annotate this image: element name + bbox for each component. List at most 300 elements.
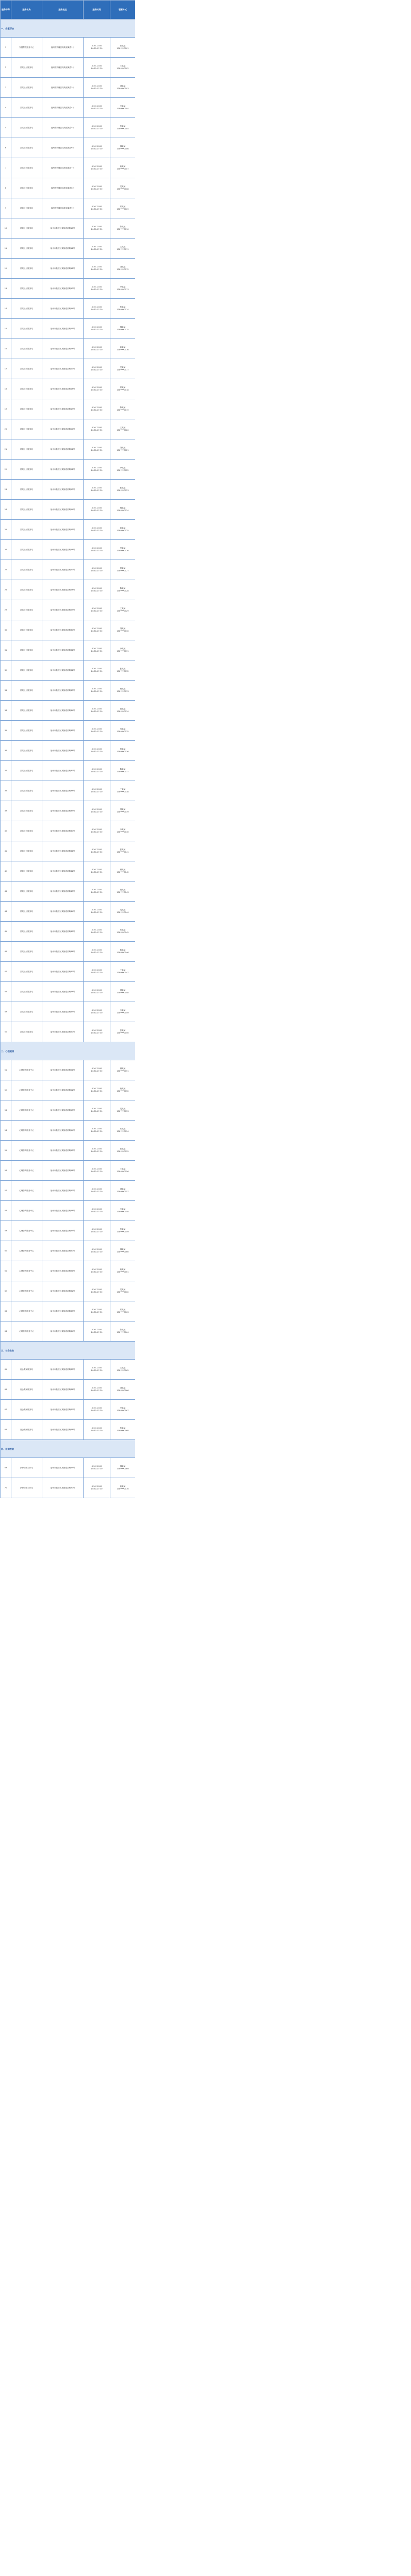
cell-address: 福州市鼓楼区某街道某路40号: [42, 821, 84, 841]
cell-org: 某某社区服务站: [11, 439, 42, 460]
table-row: [1, 620, 136, 640]
cell-no: 12: [1, 259, 11, 279]
table-row: [1, 660, 136, 681]
cell-address: 福州市鼓楼区某街道某路23号: [42, 480, 84, 500]
cell-address: 福州市鼓楼区某街道某路3号: [42, 78, 84, 98]
cell-time: 8:30-12:00 14:30-17:30: [84, 560, 110, 580]
cell-time: 8:30-12:00 14:30-17:30: [84, 1002, 110, 1022]
cell-time: 8:30-12:00 14:30-17:30: [84, 359, 110, 379]
cell-address: 福州市鼓楼区某街道某路63号: [42, 1301, 84, 1321]
cell-address: 福州市鼓楼区某街道某路46号: [42, 942, 84, 962]
cell-org: 社会救助服务站: [11, 1400, 42, 1420]
cell-contact: 郑某某 138****0109: [110, 198, 136, 218]
cell-contact: 王某某 138****0102: [110, 58, 136, 78]
cell-org: 法律援助工作站: [11, 1458, 42, 1478]
cell-contact: 陈某某 138****0110: [110, 218, 136, 239]
cell-address: 福州市鼓楼区某街道某路68号: [42, 1420, 84, 1440]
table-row: [1, 259, 136, 279]
cell-address: 福州市鼓楼区某街道某路50号: [42, 1022, 84, 1042]
cell-no: 22: [1, 460, 11, 480]
cell-address: 福州市鼓楼区某街道某路24号: [42, 500, 84, 520]
cell-time: 8:30-12:00 14:30-17:30: [84, 239, 110, 259]
cell-no: 68: [1, 1420, 11, 1440]
cell-address: 福州市鼓楼区某街道某路2号: [42, 58, 84, 78]
cell-time: 8:30-12:00 14:30-17:30: [84, 600, 110, 620]
cell-org: 某某社区服务站: [11, 681, 42, 701]
cell-address: 福州市鼓楼区某街道某路44号: [42, 902, 84, 922]
cell-no: 60: [1, 1241, 11, 1261]
table-row: [1, 500, 136, 520]
cell-time: 8:30-12:00 14:30-17:30: [84, 399, 110, 419]
cell-no: 8: [1, 178, 11, 198]
table-row: [1, 882, 136, 902]
cell-address: 福州市鼓楼区某街道某路9号: [42, 198, 84, 218]
cell-org: 某某社区服务站: [11, 1022, 42, 1042]
cell-org: 心理咨询服务中心: [11, 1261, 42, 1281]
cell-time: 8:30-12:00 14:30-17:30: [84, 439, 110, 460]
cell-address: 福州市鼓楼区某街道某路51号: [42, 1060, 84, 1080]
cell-contact: 吴某某 138****0135: [110, 721, 136, 741]
cell-no: 69: [1, 1458, 11, 1478]
cell-no: 61: [1, 1261, 11, 1281]
cell-time: 8:30-12:00 14:30-17:30: [84, 319, 110, 339]
cell-time: 8:30-12:00 14:30-17:30: [84, 1281, 110, 1301]
table-row: [1, 1060, 136, 1080]
cell-time: 8:30-12:00 14:30-17:30: [84, 339, 110, 359]
cell-address: 福州市鼓楼区某街道某路4号: [42, 98, 84, 118]
cell-no: 21: [1, 439, 11, 460]
cell-no: 34: [1, 701, 11, 721]
cell-org: 某某社区服务站: [11, 58, 42, 78]
cell-no: 13: [1, 279, 11, 299]
cell-contact: 黄某某 138****0161: [110, 1261, 136, 1281]
cell-contact: 张某某 138****0123: [110, 480, 136, 500]
cell-contact: 林某某 138****0151: [110, 1060, 136, 1080]
cell-time: 8:30-12:00 14:30-17:30: [84, 158, 110, 178]
table-row: [1, 1002, 136, 1022]
cell-org: 心理咨询服务中心: [11, 1100, 42, 1121]
cell-no: 54: [1, 1121, 11, 1141]
cell-no: 44: [1, 902, 11, 922]
cell-contact: 刘某某 138****0148: [110, 982, 136, 1002]
cell-contact: 李某某 138****0149: [110, 1002, 136, 1022]
cell-org: 心理咨询服务中心: [11, 1301, 42, 1321]
cell-no: 17: [1, 359, 11, 379]
cell-contact: 李某某 138****0140: [110, 821, 136, 841]
cell-org: 社会救助服务站: [11, 1360, 42, 1380]
cell-address: 福州市鼓楼区某街道某路38号: [42, 781, 84, 801]
table-row: [1, 701, 136, 721]
table-row: [1, 1478, 136, 1498]
cell-org: 心理咨询服务中心: [11, 1241, 42, 1261]
cell-contact: 林某某 138****0115: [110, 319, 136, 339]
cell-time: 8:30-12:00 14:30-17:30: [84, 620, 110, 640]
cell-address: 福州市鼓楼区某街道某路35号: [42, 721, 84, 741]
cell-address: 福州市鼓楼区某街道某路5号: [42, 118, 84, 138]
cell-address: 福州市鼓楼区某街道某路26号: [42, 540, 84, 560]
table-row: [1, 178, 136, 198]
section-index: 四: [1, 1447, 4, 1450]
cell-contact: 吴某某 138****0126: [110, 540, 136, 560]
cell-time: 8:30-12:00 14:30-17:30: [84, 681, 110, 701]
cell-no: 27: [1, 560, 11, 580]
cell-time: 8:30-12:00 14:30-17:30: [84, 1221, 110, 1241]
cell-time: 8:30-12:00 14:30-17:30: [84, 118, 110, 138]
cell-no: 53: [1, 1100, 11, 1121]
cell-contact: 吴某某 138****0153: [110, 1100, 136, 1121]
cell-address: 福州市鼓楼区某街道某路10号: [42, 218, 84, 239]
cell-time: 8:30-12:00 14:30-17:30: [84, 1181, 110, 1201]
section-title: 二、心理健康: [1, 1042, 136, 1060]
cell-time: 8:30-12:00 14:30-17:30: [84, 801, 110, 821]
cell-org: 某某社区服务站: [11, 178, 42, 198]
cell-contact: 黄某某 138****0170: [110, 1478, 136, 1498]
table-row: [1, 158, 136, 178]
cell-no: 50: [1, 1022, 11, 1042]
header-no: 服务序号: [1, 1, 11, 20]
cell-address: 福州市鼓楼区某街道某路56号: [42, 1161, 84, 1181]
cell-org: 心理咨询服务中心: [11, 1321, 42, 1342]
table-body: [1, 20, 136, 1498]
cell-no: 1: [1, 38, 11, 58]
cell-no: 65: [1, 1360, 11, 1380]
cell-org: 某某社区服务站: [11, 922, 42, 942]
cell-address: 福州市鼓楼区某街道某路52号: [42, 1080, 84, 1100]
cell-contact: 李某某 138****0122: [110, 460, 136, 480]
cell-org: 某某社区服务站: [11, 359, 42, 379]
cell-time: 8:30-12:00 14:30-17:30: [84, 1121, 110, 1141]
cell-no: 29: [1, 600, 11, 620]
cell-org: 某某社区服务站: [11, 741, 42, 761]
cell-time: 8:30-12:00 14:30-17:30: [84, 882, 110, 902]
cell-no: 64: [1, 1321, 11, 1342]
cell-org: 某某社区服务站: [11, 520, 42, 540]
cell-address: 福州市鼓楼区某街道某路34号: [42, 701, 84, 721]
cell-time: 8:30-12:00 14:30-17:30: [84, 1141, 110, 1161]
cell-no: 9: [1, 198, 11, 218]
cell-no: 16: [1, 339, 11, 359]
cell-org: 社会救助服务站: [11, 1380, 42, 1400]
cell-time: 8:30-12:00 14:30-17:30: [84, 721, 110, 741]
cell-contact: 张某某 138****0141: [110, 841, 136, 861]
cell-no: 59: [1, 1221, 11, 1241]
table-row: [1, 1022, 136, 1042]
cell-no: 42: [1, 861, 11, 882]
table-row: [1, 1080, 136, 1100]
cell-org: 某某社区服务站: [11, 962, 42, 982]
cell-org: 某某社区服务站: [11, 721, 42, 741]
cell-contact: 林某某 138****0106: [110, 138, 136, 158]
cell-org: 某某社区服务站: [11, 419, 42, 439]
cell-time: 8:30-12:00 14:30-17:30: [84, 781, 110, 801]
cell-org: 某某社区服务站: [11, 821, 42, 841]
cell-org: 某某社区服务站: [11, 78, 42, 98]
table-row: [1, 841, 136, 861]
cell-no: 47: [1, 962, 11, 982]
cell-org: 某某社区服务站: [11, 801, 42, 821]
cell-contact: 陈某某 138****0101: [110, 38, 136, 58]
cell-time: 8:30-12:00 14:30-17:30: [84, 1080, 110, 1100]
cell-contact: 张某某 138****0150: [110, 1022, 136, 1042]
cell-contact: 王某某 138****0156: [110, 1161, 136, 1181]
cell-no: 62: [1, 1281, 11, 1301]
cell-no: 57: [1, 1181, 11, 1201]
table-row: [1, 741, 136, 761]
cell-time: 8:30-12:00 14:30-17:30: [84, 1100, 110, 1121]
cell-no: 39: [1, 801, 11, 821]
cell-no: 38: [1, 781, 11, 801]
cell-org: 法律援助工作站: [11, 1478, 42, 1498]
table-row: [1, 1121, 136, 1141]
cell-contact: 陈某某 138****0164: [110, 1321, 136, 1342]
cell-address: 福州市鼓楼区某街道某路28号: [42, 580, 84, 600]
cell-org: 某某社区服务站: [11, 761, 42, 781]
cell-address: 福州市鼓楼区某街道某路66号: [42, 1380, 84, 1400]
cell-no: 52: [1, 1080, 11, 1100]
section-title: 一、安置帮扶: [1, 20, 136, 38]
cell-no: 49: [1, 1002, 11, 1022]
cell-contact: 林某某 138****0160: [110, 1241, 136, 1261]
cell-contact: 刘某某 138****0112: [110, 259, 136, 279]
cell-contact: 郑某某 138****0127: [110, 560, 136, 580]
cell-address: 福州市鼓楼区某街道某路47号: [42, 962, 84, 982]
cell-contact: 吴某某 138****0144: [110, 902, 136, 922]
cell-address: 福州市鼓楼区某街道某路37号: [42, 761, 84, 781]
cell-address: 福州市鼓楼区某街道某路18号: [42, 379, 84, 399]
section-index: 一: [1, 27, 4, 30]
cell-address: 福州市鼓楼区某街道某路43号: [42, 882, 84, 902]
cell-org: 某某社区服务站: [11, 299, 42, 319]
cell-time: 8:30-12:00 14:30-17:30: [84, 942, 110, 962]
cell-no: 28: [1, 580, 11, 600]
cell-address: 福州市鼓楼区某街道某路61号: [42, 1261, 84, 1281]
cell-contact: 王某某 138****0120: [110, 419, 136, 439]
cell-time: 8:30-12:00 14:30-17:30: [84, 78, 110, 98]
table-row: [1, 982, 136, 1002]
table-row: [1, 640, 136, 660]
table-row: [1, 580, 136, 600]
cell-no: 20: [1, 419, 11, 439]
header-time: 服务时间: [84, 1, 110, 20]
cell-no: 15: [1, 319, 11, 339]
cell-no: 24: [1, 500, 11, 520]
cell-contact: 刘某某 138****0121: [110, 439, 136, 460]
cell-time: 8:30-12:00 14:30-17:30: [84, 962, 110, 982]
cell-org: 某某社区服务站: [11, 98, 42, 118]
cell-address: 福州市鼓楼区某街道某路1号: [42, 38, 84, 58]
cell-address: 福州市鼓楼区某街道某路55号: [42, 1141, 84, 1161]
cell-address: 福州市鼓楼区某街道某路29号: [42, 600, 84, 620]
cell-contact: 王某某 138****0147: [110, 962, 136, 982]
cell-contact: 郑某某 138****0145: [110, 922, 136, 942]
cell-time: 8:30-12:00 14:30-17:30: [84, 1022, 110, 1042]
cell-contact: 吴某某 138****0108: [110, 178, 136, 198]
cell-org: 某某社区服务站: [11, 942, 42, 962]
cell-time: 8:30-12:00 14:30-17:30: [84, 540, 110, 560]
table-row: [1, 761, 136, 781]
cell-no: 36: [1, 741, 11, 761]
cell-contact: 王某某 138****0129: [110, 600, 136, 620]
cell-no: 2: [1, 58, 11, 78]
header-org: 服务机构: [11, 1, 42, 20]
cell-time: 8:30-12:00 14:30-17:30: [84, 1420, 110, 1440]
table-row: [1, 1321, 136, 1342]
table-row: [1, 1241, 136, 1261]
cell-time: 8:30-12:00 14:30-17:30: [84, 500, 110, 520]
cell-time: 8:30-12:00 14:30-17:30: [84, 259, 110, 279]
cell-org: 某某社区服务站: [11, 861, 42, 882]
cell-org: 某某社区服务站: [11, 580, 42, 600]
cell-address: 福州市鼓楼区某街道某路15号: [42, 319, 84, 339]
cell-time: 8:30-12:00 14:30-17:30: [84, 1301, 110, 1321]
section-title-text: 安置帮扶: [5, 27, 14, 30]
cell-no: 43: [1, 882, 11, 902]
cell-no: 35: [1, 721, 11, 741]
section-title: 三、社会救助: [1, 1342, 136, 1360]
cell-time: 8:30-12:00 14:30-17:30: [84, 218, 110, 239]
cell-org: 某某社区服务站: [11, 399, 42, 419]
cell-contact: 陈某某 138****0137: [110, 761, 136, 781]
section-title-text: 法律援助: [5, 1447, 14, 1450]
cell-address: 福州市鼓楼区某街道某路64号: [42, 1321, 84, 1342]
cell-org: 安置帮教服务中心: [11, 38, 42, 58]
table-row: [1, 801, 136, 821]
cell-contact: 刘某某 138****0139: [110, 801, 136, 821]
cell-contact: 郑某某 138****0163: [110, 1301, 136, 1321]
table-row: [1, 239, 136, 259]
cell-address: 福州市鼓楼区某街道某路8号: [42, 178, 84, 198]
cell-time: 8:30-12:00 14:30-17:30: [84, 58, 110, 78]
section-title-text: 社会救助: [5, 1349, 14, 1352]
table-row: [1, 1181, 136, 1201]
cell-contact: 张某某 138****0132: [110, 660, 136, 681]
cell-address: 福州市鼓楼区某街道某路48号: [42, 982, 84, 1002]
cell-no: 32: [1, 660, 11, 681]
cell-contact: 李某某 138****0167: [110, 1400, 136, 1420]
cell-time: 8:30-12:00 14:30-17:30: [84, 580, 110, 600]
cell-address: 福州市鼓楼区某街道某路54号: [42, 1121, 84, 1141]
cell-org: 某某社区服务站: [11, 640, 42, 660]
table-row: [1, 540, 136, 560]
table-row: [1, 1161, 136, 1181]
cell-contact: 黄某某 138****0107: [110, 158, 136, 178]
cell-no: 11: [1, 239, 11, 259]
cell-time: 8:30-12:00 14:30-17:30: [84, 660, 110, 681]
cell-no: 18: [1, 379, 11, 399]
cell-time: 8:30-12:00 14:30-17:30: [84, 1458, 110, 1478]
cell-contact: 陈某某 138****0128: [110, 580, 136, 600]
cell-time: 8:30-12:00 14:30-17:30: [84, 1261, 110, 1281]
table-row: [1, 419, 136, 439]
cell-contact: 刘某某 138****0157: [110, 1181, 136, 1201]
cell-no: 31: [1, 640, 11, 660]
cell-contact: 林某某 138****0124: [110, 500, 136, 520]
cell-time: 8:30-12:00 14:30-17:30: [84, 922, 110, 942]
cell-address: 福州市鼓楼区某街道某路36号: [42, 741, 84, 761]
table-row: [1, 560, 136, 580]
cell-address: 福州市鼓楼区某街道某路42号: [42, 861, 84, 882]
table-row: [1, 1458, 136, 1478]
cell-contact: 刘某某 138****0103: [110, 78, 136, 98]
cell-no: 4: [1, 98, 11, 118]
cell-address: 福州市鼓楼区某街道某路20号: [42, 419, 84, 439]
cell-org: 某某社区服务站: [11, 138, 42, 158]
cell-contact: 陈某某 138****0146: [110, 942, 136, 962]
cell-address: 福州市鼓楼区某街道某路49号: [42, 1002, 84, 1022]
header-contact: 联系方式: [110, 1, 136, 20]
cell-time: 8:30-12:00 14:30-17:30: [84, 1360, 110, 1380]
cell-no: 6: [1, 138, 11, 158]
cell-address: 福州市鼓楼区某街道某路21号: [42, 439, 84, 460]
table-row: [1, 359, 136, 379]
cell-address: 福州市鼓楼区某街道某路59号: [42, 1221, 84, 1241]
cell-org: 社会救助服务站: [11, 1420, 42, 1440]
table-row: [1, 781, 136, 801]
cell-address: 福州市鼓楼区某街道某路30号: [42, 620, 84, 640]
table-row: [1, 138, 136, 158]
cell-org: 心理咨询服务中心: [11, 1141, 42, 1161]
cell-contact: 李某某 138****0158: [110, 1201, 136, 1221]
service-table: [0, 0, 135, 1498]
table-row: [1, 460, 136, 480]
cell-org: 某某社区服务站: [11, 701, 42, 721]
cell-address: 福州市鼓楼区某街道某路60号: [42, 1241, 84, 1261]
table-row: [1, 1400, 136, 1420]
table-row: [1, 1420, 136, 1440]
section-header-row: [1, 20, 136, 38]
cell-contact: 黄某某 138****0116: [110, 339, 136, 359]
cell-org: 某某社区服务站: [11, 279, 42, 299]
table-row: [1, 480, 136, 500]
cell-org: 某某社区服务站: [11, 540, 42, 560]
table-row: [1, 198, 136, 218]
section-index: 三: [1, 1349, 4, 1352]
table-row: [1, 1261, 136, 1281]
cell-address: 福州市鼓楼区某街道某路39号: [42, 801, 84, 821]
cell-address: 福州市鼓楼区某街道某路53号: [42, 1100, 84, 1121]
section-header-row: [1, 1440, 136, 1458]
service-table-frame: [0, 0, 135, 2576]
table-row: [1, 681, 136, 701]
cell-org: 某某社区服务站: [11, 841, 42, 861]
cell-time: 8:30-12:00 14:30-17:30: [84, 821, 110, 841]
cell-org: 某某社区服务站: [11, 118, 42, 138]
cell-time: 8:30-12:00 14:30-17:30: [84, 520, 110, 540]
cell-address: 福州市鼓楼区某街道某路69号: [42, 1458, 84, 1478]
cell-org: 心理咨询服务中心: [11, 1281, 42, 1301]
cell-contact: 郑某某 138****0154: [110, 1121, 136, 1141]
cell-address: 福州市鼓楼区某街道某路65号: [42, 1360, 84, 1380]
cell-contact: 张某某 138****0114: [110, 299, 136, 319]
cell-org: 心理咨询服务中心: [11, 1161, 42, 1181]
cell-address: 福州市鼓楼区某街道某路12号: [42, 259, 84, 279]
cell-time: 8:30-12:00 14:30-17:30: [84, 701, 110, 721]
cell-time: 8:30-12:00 14:30-17:30: [84, 1478, 110, 1498]
cell-time: 8:30-12:00 14:30-17:30: [84, 460, 110, 480]
cell-no: 70: [1, 1478, 11, 1498]
section-header-row: [1, 1342, 136, 1360]
table-row: [1, 1141, 136, 1161]
cell-address: 福州市鼓楼区某街道某路32号: [42, 660, 84, 681]
cell-no: 30: [1, 620, 11, 640]
cell-time: 8:30-12:00 14:30-17:30: [84, 841, 110, 861]
cell-no: 14: [1, 299, 11, 319]
cell-contact: 李某某 138****0113: [110, 279, 136, 299]
cell-contact: 张某某 138****0168: [110, 1420, 136, 1440]
cell-address: 福州市鼓楼区某街道某路7号: [42, 158, 84, 178]
cell-address: 福州市鼓楼区某街道某路45号: [42, 922, 84, 942]
cell-no: 3: [1, 78, 11, 98]
